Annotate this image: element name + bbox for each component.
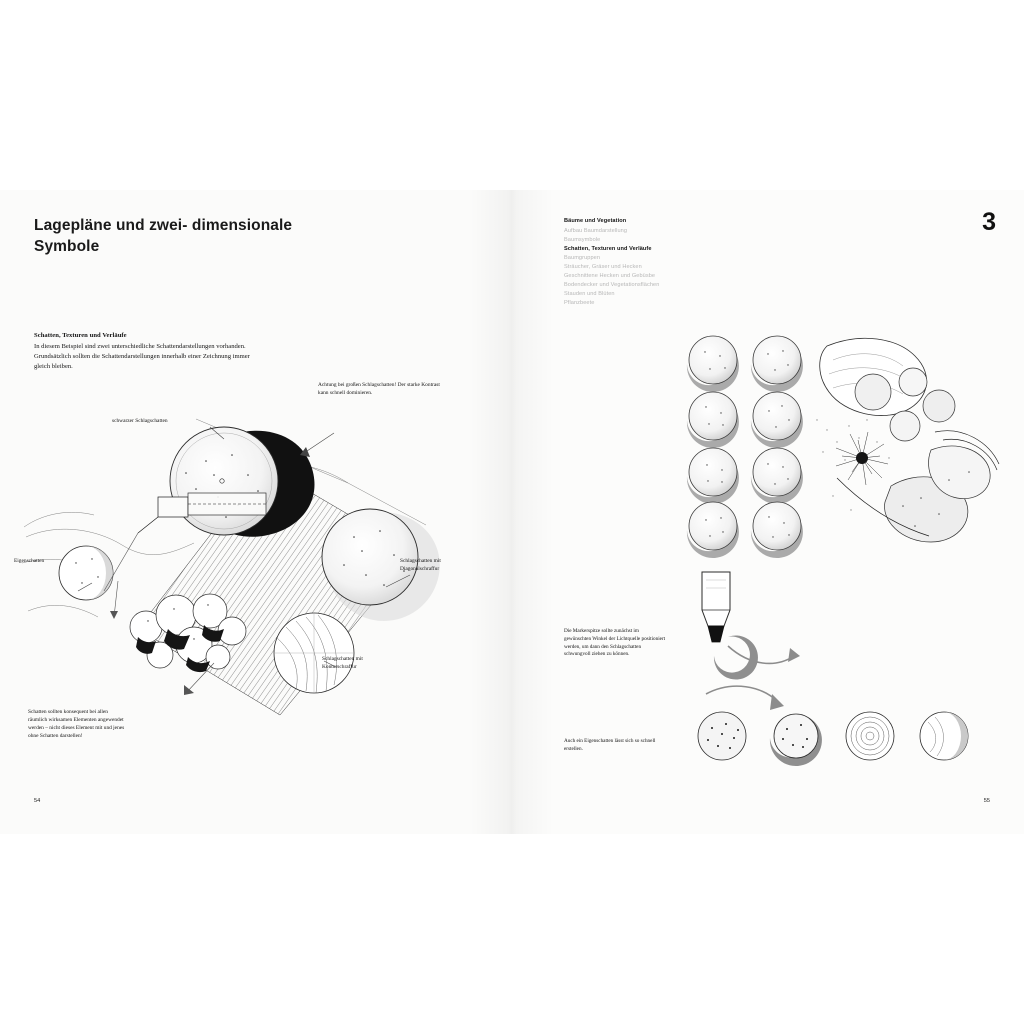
toc-item-6[interactable]: Bodendecker und Vegetationsflächen [564, 281, 660, 288]
arrowhead-2 [770, 694, 784, 710]
chapter-number: 3 [982, 208, 996, 236]
chapter-toc [564, 218, 744, 308]
left-page [0, 190, 512, 834]
tree-grid-illustration [677, 330, 1007, 560]
planting-area [816, 338, 999, 542]
callout-eigenschatten: Eigenschatten [14, 558, 45, 564]
arrowhead [788, 648, 800, 662]
callout-konturschraffur: Schlagschatten mit Konturschraffur [322, 656, 363, 670]
callout-schwarz: schwarzer Schlagschatten [112, 418, 168, 424]
tree-crown-large [170, 427, 278, 535]
toc-item-0[interactable]: Aufbau Baumdarstellung [564, 227, 628, 234]
toc-item-5[interactable]: Geschnittene Hecken und Gebüsbe [564, 272, 656, 279]
toc-item-8[interactable]: Pflanzbeete [564, 299, 595, 306]
callout-hinweis-box: Schatten sollten konsequent bei allen räumlich wirksamen Elementen angewendet werden – nicht dieses Element mit und jenes ohne Schatten darstellen! [28, 709, 125, 740]
folio-right: 55 [983, 798, 990, 804]
step-2 [770, 714, 822, 766]
toc-item-2[interactable]: Schatten, Texturen und Verläufe [564, 245, 652, 252]
marker-pen [702, 572, 730, 642]
page-title: Lagepläne und zwei- dimensionale Symbole [34, 217, 293, 255]
stroke-direction-arrow [728, 646, 794, 663]
callout-diagonalschraffur: Schlagschatten mit Diagonalschraffur [400, 558, 441, 572]
right-page [512, 190, 1024, 834]
caption-eigenschatten: Auch ein Eigenschatten lässt sich so schnell erstellen. [564, 738, 656, 752]
step-3 [846, 712, 894, 760]
tree-grid-svg [677, 330, 1007, 560]
step-1 [698, 712, 746, 760]
toc-item-7[interactable]: Stauden und Blüten [564, 290, 615, 297]
stipple-field [816, 419, 889, 510]
caption-marker: Die Markerspitze sollte zunächst im gewünschten Winkel der Lichtquelle positioniert werden, um dann den Schlagschatten schwungvoll ziehen zu können. [564, 628, 666, 658]
tree-grid [687, 336, 803, 558]
tree-crown-left-small [59, 546, 113, 600]
toc-item-4[interactable]: Sträucher, Gräser und Hecken [564, 263, 642, 270]
toc-item-1[interactable]: Baumsymbole [564, 236, 601, 243]
intro-block [34, 332, 266, 372]
folio-left: 54 [34, 798, 41, 804]
marker-pen-svg [672, 570, 872, 700]
step-sequence-svg [692, 690, 1002, 780]
marker-pen-illustration [672, 570, 872, 700]
callout-achtung: Achtung bei großen Schlagschatten! Der starke Kontrast kann schnell dominieren. [318, 382, 440, 396]
crescent-stroke [714, 636, 758, 680]
ornamental-grass [836, 432, 888, 485]
toc-item-3[interactable]: Baumgruppen [564, 254, 601, 261]
section-heading: Schatten, Texturen und Verläufe [34, 332, 127, 339]
tree-contour-hatch [274, 613, 354, 693]
book-spread [0, 190, 1024, 834]
step-4 [920, 712, 968, 760]
step-sequence-illustration [692, 690, 1002, 780]
toc-heading: Bäume und Vegetation [564, 218, 627, 224]
section-body: In diesem Beispiel sind zwei unterschiedliche Schattendarstellungen vorhanden. Grundsätzlich sollten die Schattendarstellungen innerhalb einer Zeichnung immer gleich bleiben. [34, 343, 250, 370]
